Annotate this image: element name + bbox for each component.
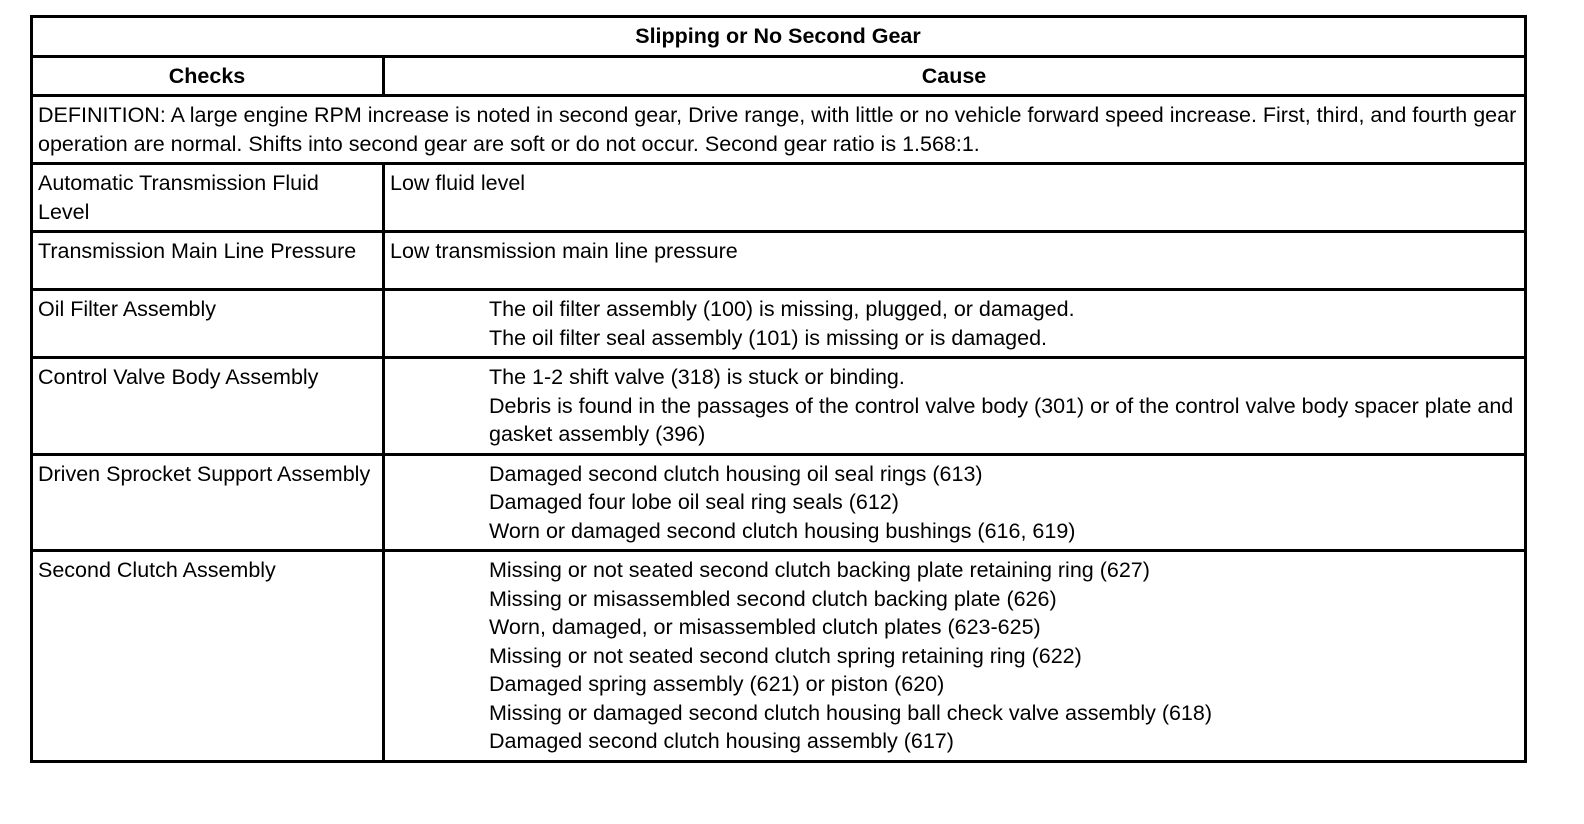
cause-cell: Low fluid level bbox=[384, 164, 1526, 232]
check-cell: Control Valve Body Assembly bbox=[32, 358, 384, 455]
check-cell: Transmission Main Line Pressure bbox=[32, 232, 384, 290]
cause-item: Missing or misassembled second clutch backing plate (626) bbox=[489, 586, 1057, 611]
cause-list bbox=[390, 556, 1518, 756]
cause-item: Worn or damaged second clutch housing bushings (616, 619) bbox=[489, 518, 1076, 543]
cause-list bbox=[390, 295, 1518, 352]
table-row bbox=[32, 290, 1526, 358]
cause-item: Damaged second clutch housing oil seal rings (613) bbox=[489, 461, 983, 486]
cause-item: The 1-2 shift valve (318) is stuck or binding. bbox=[489, 365, 905, 389]
cause-cell bbox=[384, 551, 1526, 762]
definition-text: DEFINITION: A large engine RPM increase is noted in second gear, Drive range, with little or no vehicle forward speed increase. First, third, and fourth gear operation are normal. Shifts into second gear are soft or do not occur. Second gear ratio is 1.568:1. bbox=[32, 96, 1526, 164]
table-row bbox=[32, 454, 1526, 551]
cause-item: Missing or damaged second clutch housing ball check valve assembly (618) bbox=[489, 700, 1213, 725]
cause-list bbox=[390, 363, 1518, 449]
cause-cell bbox=[384, 290, 1526, 358]
cause-item: Damaged second clutch housing assembly (617) bbox=[489, 729, 954, 753]
cause-list bbox=[390, 460, 1518, 546]
table-row bbox=[32, 551, 1526, 762]
cause-item: Missing or not seated second clutch backing plate retaining ring (627) bbox=[489, 558, 1150, 582]
table-row bbox=[32, 164, 1526, 232]
check-cell: Oil Filter Assembly bbox=[32, 290, 384, 358]
cause-cell bbox=[384, 454, 1526, 551]
diagnostic-table bbox=[30, 15, 1527, 763]
check-cell: Automatic Transmission Fluid Level bbox=[32, 164, 384, 232]
title-row bbox=[32, 17, 1526, 57]
table-title: Slipping or No Second Gear bbox=[32, 17, 1526, 57]
check-cell: Driven Sprocket Support Assembly bbox=[32, 454, 384, 551]
cause-cell bbox=[384, 358, 1526, 455]
cause-item: Debris is found in the passages of the control valve body (301) or of the control valve body spacer plate and gasket assembly (396) bbox=[489, 393, 1514, 446]
check-cell: Second Clutch Assembly bbox=[32, 551, 384, 762]
cause-item: Missing or not seated second clutch spring retaining ring (622) bbox=[489, 643, 1082, 668]
cause-item: The oil filter seal assembly (101) is missing or is damaged. bbox=[489, 325, 1048, 350]
header-cause: Cause bbox=[384, 56, 1526, 96]
header-row bbox=[32, 56, 1526, 96]
cause-item: Damaged spring assembly (621) or piston (620) bbox=[489, 672, 945, 696]
cause-item: Damaged four lobe oil seal ring seals (612) bbox=[489, 490, 899, 514]
definition-row bbox=[32, 96, 1526, 164]
table-row bbox=[32, 232, 1526, 290]
header-checks: Checks bbox=[32, 56, 384, 96]
cause-item: Worn, damaged, or misassembled clutch plates (623-625) bbox=[489, 615, 1041, 639]
cause-item: The oil filter assembly (100) is missing, plugged, or damaged. bbox=[489, 297, 1075, 321]
cause-cell: Low transmission main line pressure bbox=[384, 232, 1526, 290]
table-row bbox=[32, 358, 1526, 455]
